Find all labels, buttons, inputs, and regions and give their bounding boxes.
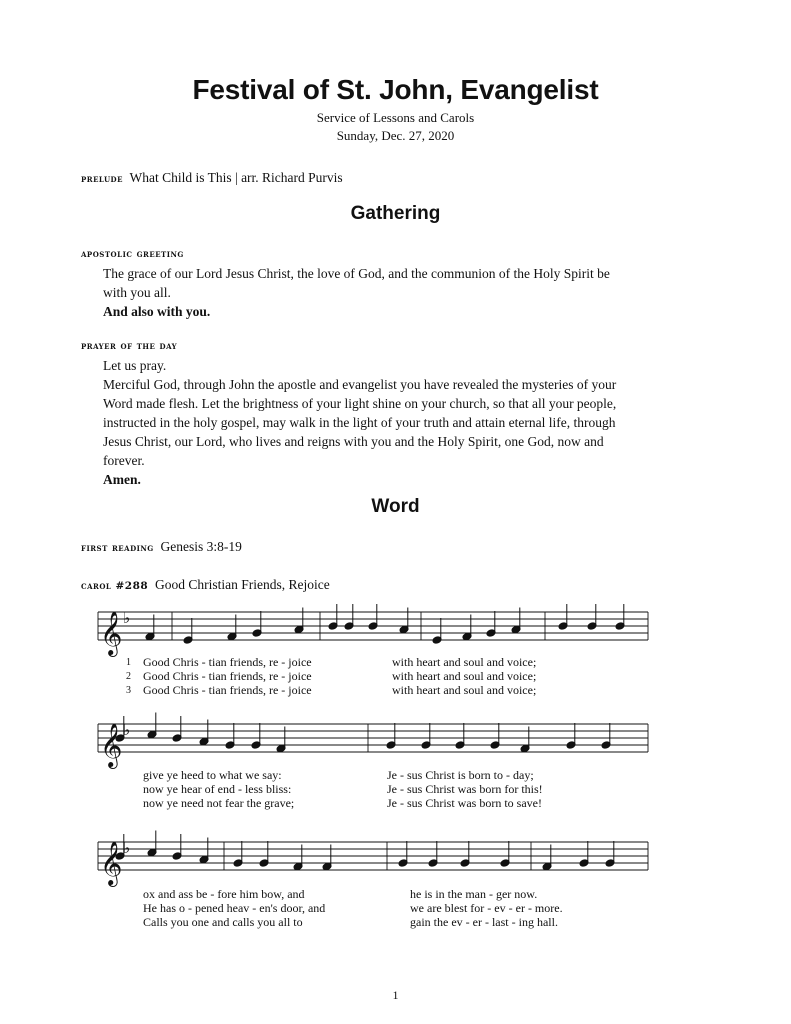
lyric-line: we are blest for - ev - er - more. — [410, 901, 563, 915]
service-subtitle: Service of Lessons and Carols — [316, 110, 475, 125]
lyric-line: Je - sus Christ was born for this! — [387, 782, 543, 796]
lyric-line: Good Chris - tian friends, re - joice — [143, 669, 312, 683]
clefs-layer — [100, 609, 130, 887]
lyric-line: Good Chris - tian friends, re - joice — [143, 655, 312, 669]
treble-clef-icon: 𝄞 — [100, 841, 123, 885]
prayer-line: Let us pray. — [103, 358, 167, 373]
verse-number: 1 — [126, 657, 131, 668]
flat-icon: ♭ — [123, 721, 131, 739]
lyric-line: give ye heed to what we say: — [143, 768, 282, 782]
first-reading-text: Genesis 3:8-19 — [160, 539, 242, 554]
lyric-line: ox and ass be - fore him bow, and — [143, 887, 305, 901]
gathering-heading: Gathering — [350, 203, 441, 224]
lyric-line: with heart and soul and voice; — [392, 683, 537, 697]
lyric-line: Je - sus Christ was born to save! — [387, 796, 542, 810]
lyric-line: gain the ev - er - last - ing hall. — [410, 915, 558, 929]
lyric-line: He has o - pened heav - en's door, and — [143, 901, 326, 915]
lyric-line: Calls you one and calls you all to — [143, 915, 303, 929]
prayer-line: Word made flesh. Let the brightness of your light shine on your church, so that all your people, — [103, 396, 617, 411]
flat-icon: ♭ — [123, 839, 131, 857]
flat-icon: ♭ — [123, 609, 131, 627]
treble-clef-icon: 𝄞 — [100, 723, 123, 767]
carol-text: Good Christian Friends, Rejoice — [154, 577, 330, 592]
verse-number: 2 — [126, 671, 131, 682]
carol-rubric: carol #288 — [81, 580, 149, 592]
prayer-line: forever. — [103, 453, 145, 468]
treble-clef-icon: 𝄞 — [100, 611, 123, 655]
notes-layer — [115, 604, 625, 871]
greeting-response: And also with you. — [103, 304, 211, 319]
lyric-line: with heart and soul and voice; — [392, 655, 537, 669]
prayer-line: Merciful God, through John the apostle and evangelist you have revealed the mysteries of your — [103, 377, 617, 392]
prayer-line: instructed in the holy gospel, may walk in the light of your truth and attain eternal life, through — [103, 415, 616, 430]
greeting-rubric: apostolic greeting — [81, 248, 184, 260]
prelude-rubric: prelude — [81, 173, 123, 185]
lyric-line: Je - sus Christ is born to - day; — [387, 768, 534, 782]
lyric-line: with heart and soul and voice; — [392, 669, 537, 683]
prayer-response: Amen. — [103, 472, 141, 487]
verse-number: 3 — [126, 685, 131, 696]
lyric-line: now ye hear of end - less bliss: — [143, 782, 292, 796]
lyric-line: he is in the man - ger now. — [410, 887, 538, 901]
prelude-text: What Child is This | arr. Richard Purvis — [129, 170, 343, 185]
staff-lines — [98, 612, 648, 870]
prayer-rubric: prayer of the day — [81, 340, 178, 352]
greeting-line: The grace of our Lord Jesus Christ, the love of God, and the communion of the Holy Spirit be — [103, 266, 610, 281]
service-date: Sunday, Dec. 27, 2020 — [336, 128, 455, 143]
page-title: Festival of St. John, Evangelist — [192, 74, 599, 105]
prayer-line: Jesus Christ, our Lord, who lives and reigns with you and the Holy Spirit, one God, now and — [103, 434, 604, 449]
word-heading: Word — [371, 496, 420, 517]
greeting-line: with you all. — [103, 285, 171, 300]
lyric-line: now ye need not fear the grave; — [143, 796, 295, 810]
page-number: 1 — [392, 988, 399, 1002]
first-reading-rubric: first reading — [81, 542, 154, 554]
lyric-line: Good Chris - tian friends, re - joice — [143, 683, 312, 697]
